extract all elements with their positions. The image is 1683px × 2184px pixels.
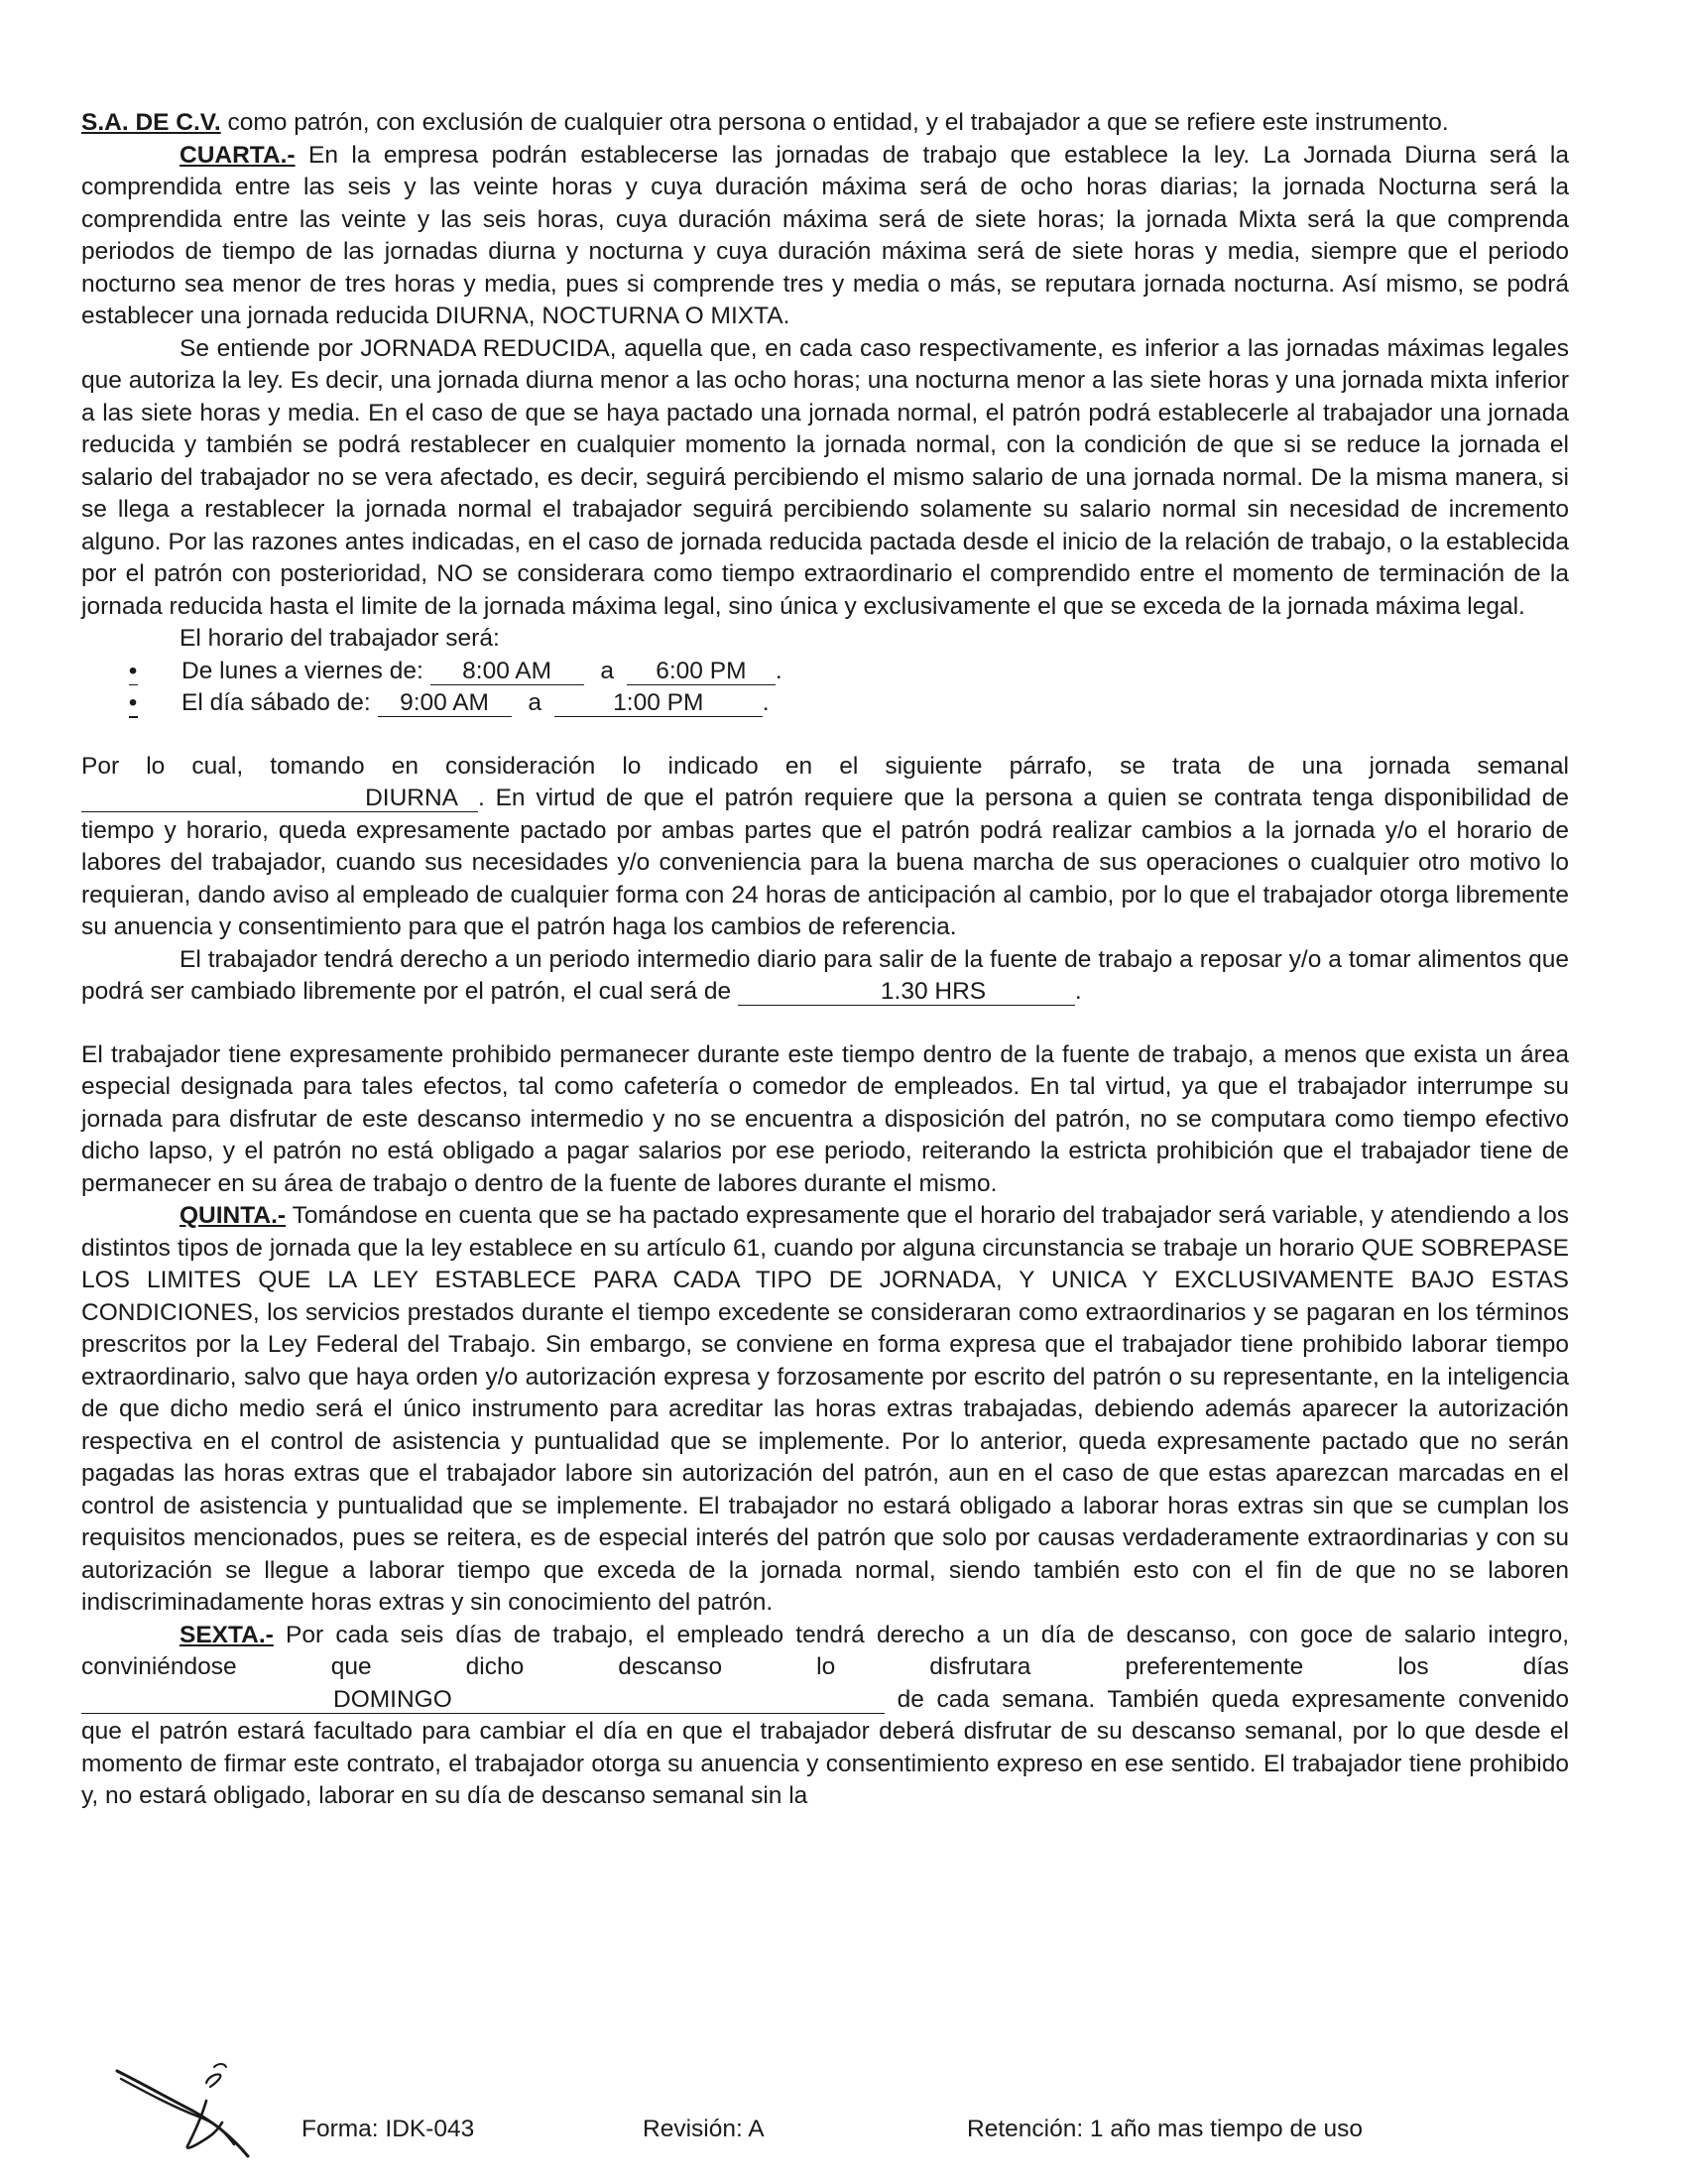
quinta-text: Tomándose en cuenta que se ha pactado expresamente que el horario del trabajador será variable, y atendiendo a los distintos tipos de jornada que la ley establece en su artículo 61, cuando por alguna circunstancia se trabaje un horario QUE SOBREPASE LOS LIMITES QUE LA LEY ESTABLECE PARA CADA TIPO DE JORNADA, Y UNICA Y EXCLUSIVAMENTE BAJO ESTAS CONDICIONES, los servicios prestados durante el tiempo excedente se consideraran como extraordinarios y se pagaran en los términos prescritos por la Ley Federal del Trabajo. Sin embargo, se conviene en forma expresa que el trabajador tiene prohibido laborar tiempo extraordinario, salvo que haya orden y/o autorización expresa y forzosamente por escrito del patrón o su representante, en la inteligencia de que dicho medio será el único instrumento para acreditar las horas extras trabajadas, debiendo además aparecer la autorización respectiva en el control de asistencia y puntualidad que se implemente. Por lo anterior, queda expresamente pactado que no serán pagadas las horas extras que el trabajador labore sin autorización del patrón, aun en el caso de que estas aparezcan marcadas en el control de asistencia y puntualidad que se implemente. El trabajador no estará obligado a laborar horas extras sin que se cumplan los requisitos mencionados, pues se reitera, es de especial interés del patrón que solo por causas verdaderamente extraordinarias y con su autorización se llegue a laborar tiempo que exceda de la jornada normal, siendo también esto con el fin de que no se laboren indiscriminadamente horas extras y sin conocimiento del patrón. (81, 1202, 1569, 1616)
spacer (81, 720, 1569, 751)
document-body (81, 107, 1569, 1813)
intro-paragraph (81, 107, 1569, 140)
clause-heading-cuarta: CUARTA.- (180, 141, 296, 169)
footer-revision: Revisión: A (643, 2116, 765, 2142)
cuarta-text-1: En la empresa podrán establecerse las jornadas de trabajo que establece la ley. La Jornada Diurna será la comprendida entre las seis y las veinte horas y cuya duración máxima será de ocho horas diarias; la jornada Nocturna será la comprendida entre las veinte y las seis horas, cuya duración máxima será de siete horas; la jornada Mixta será la que comprenda periodos de tiempo de las jornadas diurna y nocturna y cuya duración máxima será de siete horas y media, siempre que el periodo nocturno sea menor de tres horas y media, pues si comprende tres y media o más, se reputara jornada nocturna. Así mismo, se podrá establecer una jornada reducida DIURNA, NOCTURNA O MIXTA. (81, 141, 1569, 329)
schedule-to-field: 1:00 PM (554, 690, 763, 717)
bullet-icon: • (126, 656, 140, 688)
spacer (81, 1009, 1569, 1039)
bullet-icon: • (126, 687, 140, 720)
jornada-text-after: . En virtud de que el patrón requiere que la persona a quien se contrata tenga disponibilidad de tiempo y horario, queda expresamente pactado por ambas partes que el patrón podrá realizar cambios a la jornada y/o el horario de labores del trabajador, cuando sus necesidades y/o conveniencia para la buena marcha de sus operaciones o cualquier otro motivo lo requieran, dando aviso al empleado de cualquier forma con 24 horas de anticipación al cambio, por lo que el trabajador otorga libremente su anuencia y consentimiento para que el patrón haga los cambios de referencia. (81, 785, 1569, 940)
intro-text: como patrón, con exclusión de cualquier otra persona o entidad, y el trabajador a que se refiere este instrumento. (220, 109, 1449, 136)
footer-form-code: Forma: IDK-043 (301, 2116, 475, 2142)
quinta-paragraph (81, 1200, 1569, 1620)
schedule-intro: El horario del trabajador será: (180, 625, 500, 652)
schedule-item-saturday (81, 687, 1569, 720)
schedule-end: . (762, 689, 770, 716)
page-footer (0, 2043, 1683, 2182)
rest-period-end: . (1074, 978, 1082, 1005)
schedule-end: . (775, 657, 782, 684)
schedule-from-field: 9:00 AM (378, 690, 512, 717)
sexta-text-after: de cada semana. También queda expresamente convenido que el patrón estará facultado para cambiar el día en que el trabajador deberá disfrutar de su descanso semanal, por lo que desde el momento de firmar este contrato, el trabajador otorga su anuencia y consentimiento expreso en ese sentido. El trabajador tiene prohibido y, no estará obligado, laborar en su día de descanso semanal sin la (81, 1685, 1569, 1809)
company-suffix: S.A. DE C.V. (81, 109, 221, 136)
schedule-label: De lunes a viernes de: (181, 657, 423, 684)
sexta-text-before: Por cada seis días de trabajo, el empleado tendrá derecho a un día de descanso, con goce de salario integro, conviniéndose que dicho descanso lo disfrutara preferentemente los días (81, 1621, 1569, 1680)
rest-period-paragraph (81, 944, 1569, 1009)
schedule-connector: a (600, 657, 615, 684)
schedule-to-field: 6:00 PM (627, 659, 776, 685)
prohibition-paragraph: El trabajador tiene expresamente prohibido permanecer durante este tiempo dentro de la fuente de trabajo, a menos que exista un área especial designada para tales efectos, tal como cafetería o comedor de empleados. En tal virtud, ya que el trabajador interrumpe su jornada para disfrutar de este descanso intermedio y no se encuentra a disposición del patrón, no se computara como tiempo efectivo dicho lapso, y el patrón no está obligado a pagar salarios por ese periodo, reiterando la estricta prohibición que el trabajador tiene de permanecer en su área de trabajo o dentro de la fuente de labores durante el mismo. (81, 1040, 1569, 1197)
jornada-text-before: Por lo cual, tomando en consideración lo indicado en el siguiente párrafo, se trata de una jornada semanal (81, 752, 1569, 780)
jornada-type-field: DIURNA (81, 786, 478, 812)
rest-period-field: 1.30 HRS (738, 979, 1075, 1006)
schedule-connector: a (528, 689, 541, 716)
jornada-paragraph (81, 751, 1569, 944)
sexta-paragraph (81, 1620, 1569, 1813)
cuarta-paragraph-2: Se entiende por JORNADA REDUCIDA, aquella que, en cada caso respectivamente, es inferior a las jornadas máximas legales que autoriza la ley. Es decir, una jornada diurna menor a las ocho horas; una nocturna menor a las siete horas y una jornada mixta inferior a las siete horas y media. En el caso de que se haya pactado una jornada normal, el patrón podrá establecerle al trabajador una jornada reducida y también se podrá restablecer en cualquier momento la jornada normal, con la condición de que si se reduce la jornada el salario del trabajador no se vera afectado, es decir, seguirá percibiendo el mismo salario de una jornada normal. De la misma manera, si se llega a restablecer la jornada normal el trabajador seguirá percibiendo solamente su salario normal sin necesidad de incremento alguno. Por las razones antes indicadas, en el caso de jornada reducida pactada desde el inicio de la relación de trabajo, o la establecida por el patrón con posterioridad, NO se considerara como tiempo extraordinario el comprendido entre el momento de terminación de la jornada reducida hasta el limite de la jornada máxima legal, sino única y exclusivamente el que se exceda de la jornada máxima legal. (81, 334, 1569, 620)
footer-retention: Retención: 1 año mas tiempo de uso (967, 2116, 1364, 2142)
rest-day-field: DOMINGO (81, 1687, 885, 1714)
clause-heading-sexta: SEXTA.- (180, 1621, 274, 1648)
rest-period-text: El trabajador tendrá derecho a un periodo intermedio diario para salir de la fuente de trabajo a reposar y/o a tomar alimentos que podrá ser cambiado libremente por el patrón, el cual será de (81, 945, 1569, 1005)
schedule-from-field: 8:00 AM (430, 659, 584, 685)
schedule-list (81, 656, 1569, 720)
cuarta-paragraph-1 (81, 140, 1569, 333)
schedule-label: El día sábado de: (181, 689, 371, 716)
schedule-item-weekdays (81, 656, 1569, 688)
clause-heading-quinta: QUINTA.- (180, 1202, 287, 1229)
